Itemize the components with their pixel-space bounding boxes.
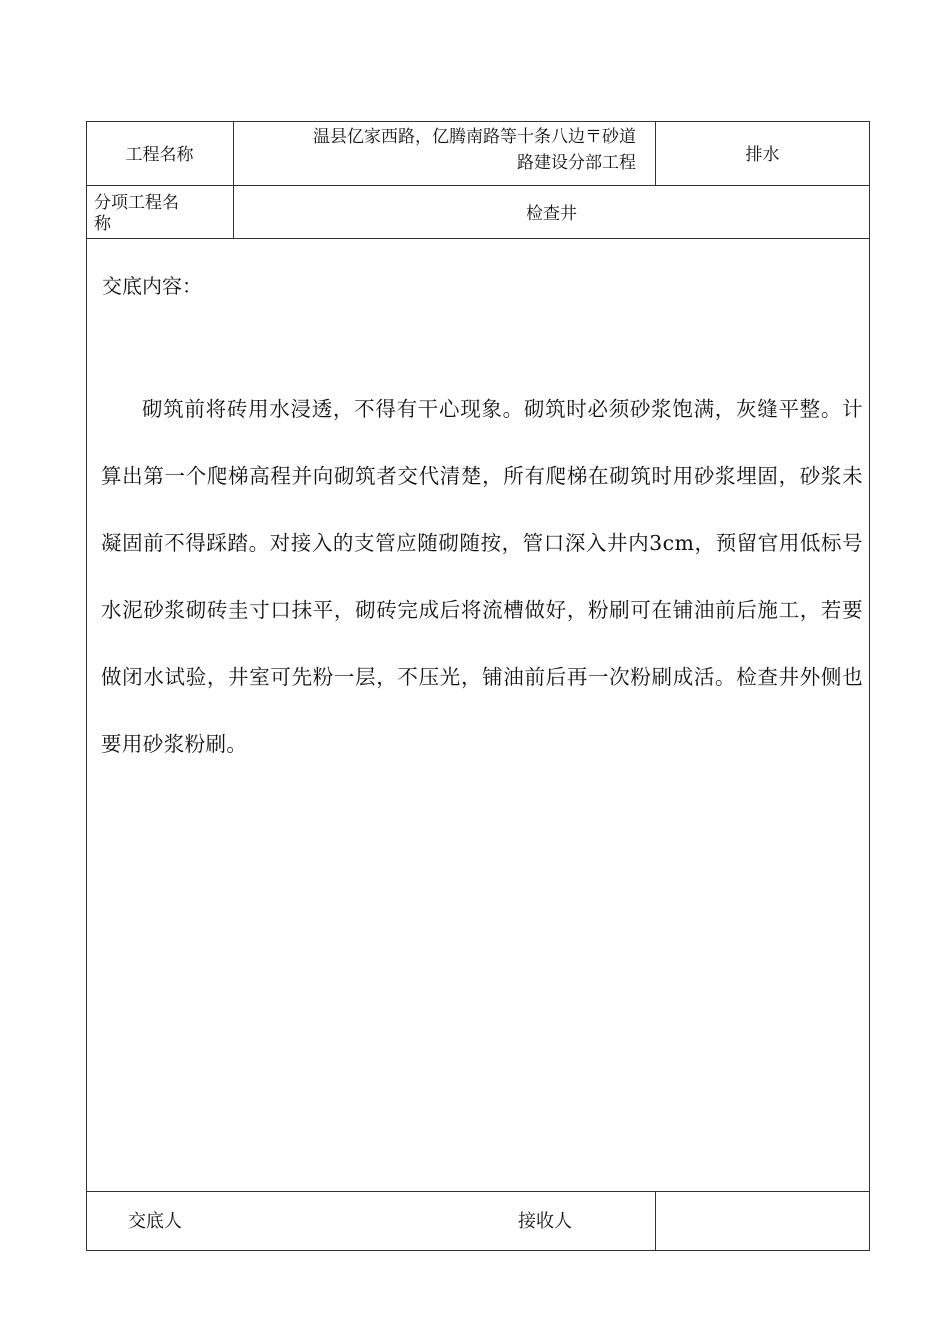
content-body: 砌筑前将砖用水浸透，不得有干心现象。砌筑时必须砂浆饱满，灰缝平整。计算出第一个爬梯高程并向砌筑者交代清楚，所有爬梯在砌筑时用砂浆埋固，砂浆未凝固前不得踩踏。对接入的支管应随砌随按，管口深入井内3cm，预留官用低标号水泥砂浆砌砖圭寸口抹平，砌砖完成后将流槽做好，粉刷可在铺油前后施工，若要做闭水试验，井室可先粉一层，不压光，铺油前后再一次粉刷成活。检查井外侧也要用砂浆粉刷。 (101, 397, 863, 756)
category-value: 排水 (745, 145, 780, 165)
project-name-label: 工程名称 (125, 145, 194, 165)
project-name-line1: 温县亿家西路，亿腾南路等十条八边〒砂道 (313, 127, 636, 147)
subitem-label-line2: 称 (94, 214, 111, 234)
presenter-label: 交底人 (128, 1211, 182, 1232)
row-divider-header (86, 185, 870, 186)
subitem-label-line1: 分项工程名 (94, 193, 179, 213)
project-name-line2: 路建设分部工程 (517, 153, 636, 173)
subitem-value: 检查井 (526, 204, 577, 224)
receiver-label: 接收人 (518, 1211, 572, 1232)
receiver-signature-cell[interactable] (656, 1192, 869, 1250)
content-title: 交底内容： (102, 274, 202, 298)
row-divider-subitem (86, 238, 870, 239)
